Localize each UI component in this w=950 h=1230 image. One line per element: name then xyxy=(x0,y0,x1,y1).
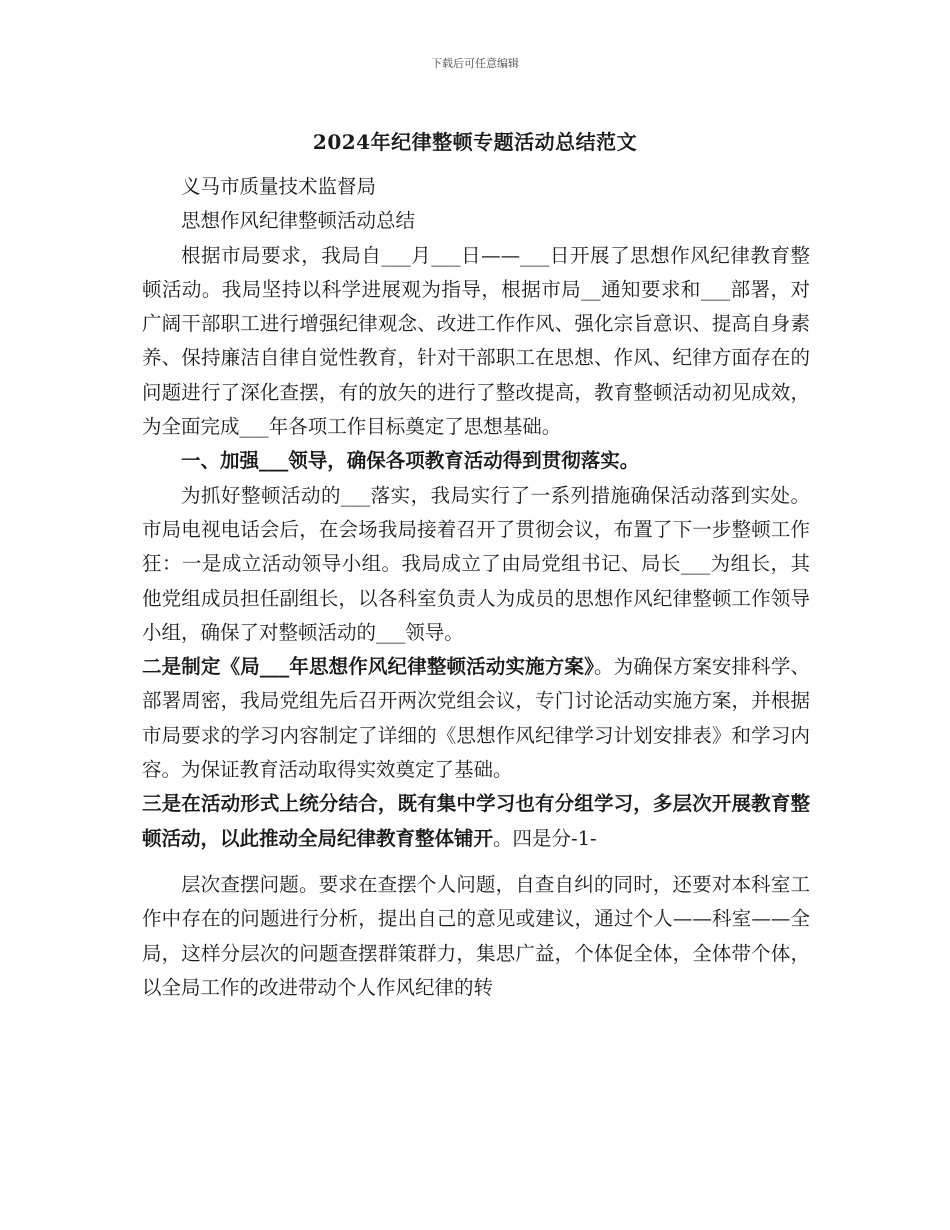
organization-line: 义马市质量技术监督局 xyxy=(181,175,377,198)
document-title: 2024年纪律整顿专题活动总结范文 xyxy=(312,130,638,154)
paragraph-leadership: 为抓好整顿活动的___落实，我局实行了一系列措施确保活动落到实处。市局电视电话会后，在会场我局接着召开了贯彻会议，布置了下一步整顿工作狂：一是成立活动领导小组。我局成立了由局党组书记、局长___为组长，其他党组成员担任副组长，以各科室负责人为成员的思想作风纪律整顿工作领导小组，确保了对整顿活动的___领导。 xyxy=(142,483,810,644)
paragraph-format xyxy=(142,787,810,856)
download-note: 下载后可任意编辑 xyxy=(431,57,519,70)
format-rest-text: 。四是分-1- xyxy=(493,826,597,850)
paragraph-problems: 层次查摆问题。要求在查摆个人问题，自查自纠的同时，还要对本科室工作中存在的问题进行分析，提出自己的意见或建议，通过个人——科室——全局，这样分层次的问题查摆群策群力，集思广益，个体促全体，全体带个体，以全局工作的改进带动个人作风纪律的转 xyxy=(142,872,810,999)
plan-bold-text: 二是制定《局___年思想作风纪律整顿活动实施方案》 xyxy=(142,655,594,679)
paragraph-intro: 根据市局要求，我局自___月___日——___日开展了思想作风纪律教育整顿活动。我局坚持以科学进展观为指导，根据市局__通知要求和___部署，对广阔干部职工进行增强纪律观念、改进工作作风、强化宗旨意识、提高自身素养、保持廉洁自律自觉性教育，针对干部职工在思想、作风、纪律方面存在的问题进行了深化查摆，有的放矢的进行了整改提高，教育整顿活动初见成效，为全面完成___年各项工作目标奠定了思想基础。 xyxy=(142,243,810,439)
document-body xyxy=(142,170,810,1005)
plan-rest-text: 。为确保方案安排科学、部署周密，我局党组先后召开两次党组会议，专门讨论活动实施方案，并根据市局要求的学习内容制定了详细的《思想作风纪律学习计划安排表》和学习内容。为保证教育活动取得实效奠定了基础。 xyxy=(142,655,810,782)
subtitle-line: 思想作风纪律整顿活动总结 xyxy=(181,209,416,233)
section-heading-1: 一、加强___领导，确保各项教育活动得到贯彻落实。 xyxy=(181,449,640,473)
paragraph-plan xyxy=(142,650,810,787)
format-bold-text: 三是在活动形式上统分结合，既有集中学习也有分组学习，多层次开展教育整顿活动，以此推动全局纪律教育整体铺开 xyxy=(142,792,810,850)
